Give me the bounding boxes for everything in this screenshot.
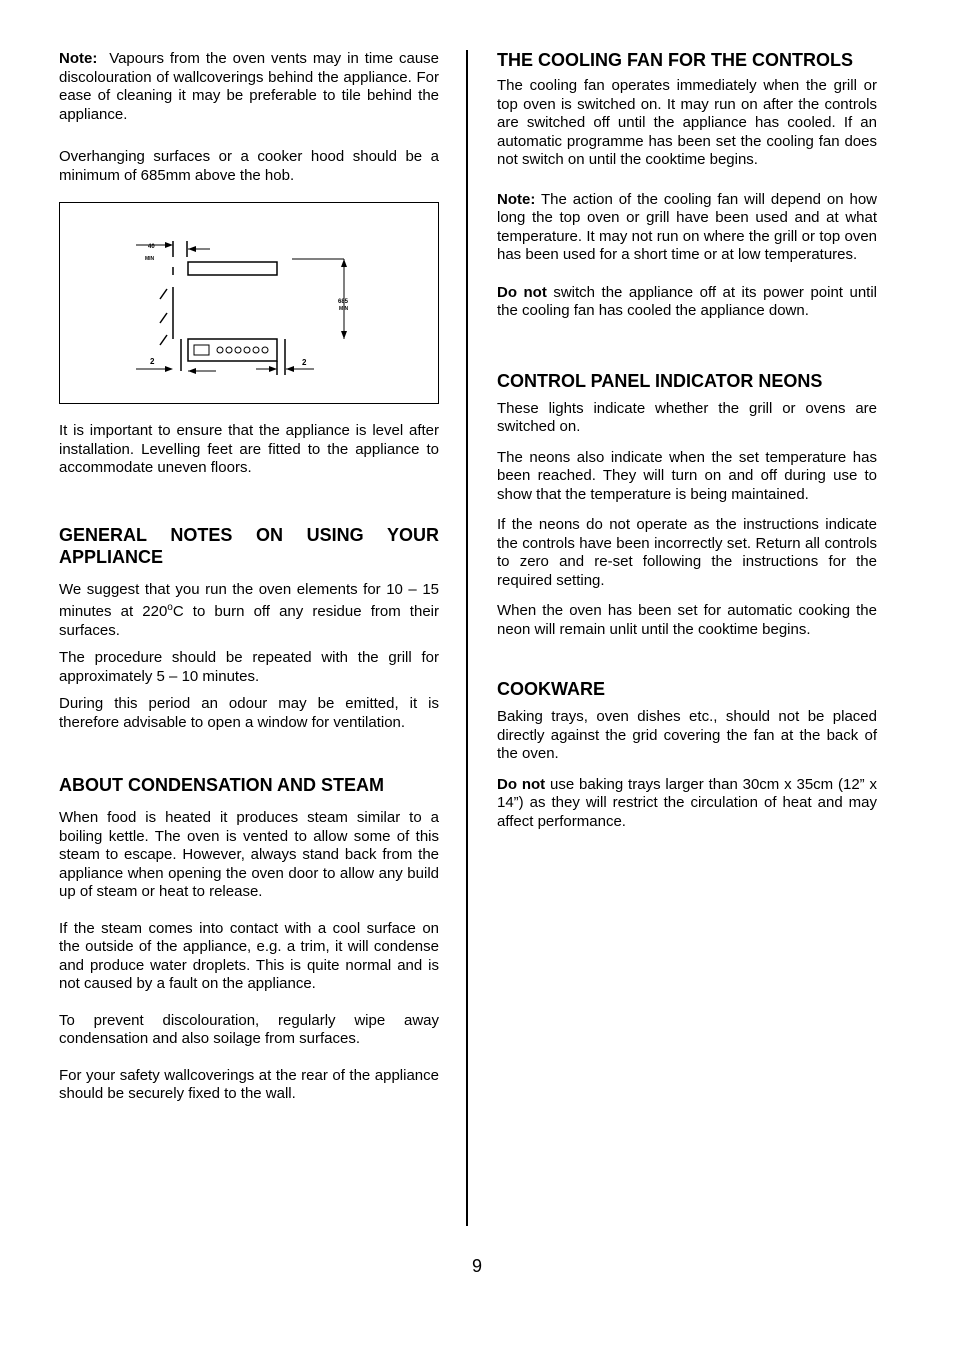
control-knob-3	[235, 347, 241, 353]
control-knob-1	[217, 347, 223, 353]
cookware-donot-label: Do not	[497, 775, 546, 793]
top-dim-value: 40	[148, 244, 155, 250]
bottom-right-dim-arrow	[269, 366, 277, 372]
control-knob-2	[226, 347, 232, 353]
general-p1-after: C to burn off any residue from their surfaces.	[59, 603, 439, 639]
general-notes-p3: During this period an odour may be emitted, it is therefore advisable to open a window for ventilation.	[59, 695, 439, 731]
general-notes-p1	[59, 581, 439, 641]
neons-p4: When the oven has been set for automatic cooking the neon will remain unlit until the cooktime begins.	[497, 602, 877, 638]
general-notes-p2: The procedure should be repeated with the grill for approximately 5 – 10 minutes.	[59, 649, 439, 685]
general-p1-before: We suggest that you run the oven elements for 10 – 15 minutes at 220	[59, 580, 439, 620]
left-column	[59, 48, 439, 1104]
cooling-fan-heading: THE COOLING FAN FOR THE CONTROLS	[497, 50, 853, 70]
cooling-fan-note	[497, 191, 877, 265]
display-window	[194, 345, 209, 355]
fan-note-label: Note:	[497, 190, 536, 208]
degree-sup: o	[167, 602, 173, 613]
cookware-p1: Baking trays, oven dishes etc., should not be placed directly against the grid covering the fan at the back of the oven.	[497, 708, 877, 762]
right-column	[497, 48, 877, 831]
vapours-note	[59, 50, 439, 124]
cookware-donot-text: use baking trays larger than 30cm x 35cm (12” x 14”) as they will restrict the circulation of heat and may affect performance.	[497, 775, 877, 830]
condensation-p1: When food is heated it produces steam similar to a boiling kettle. The oven is vented to allow some of this steam to escape. However, always stand back from the appliance when opening the oven door to allow any build up of steam or heat to release.	[59, 809, 439, 900]
condensation-p2: If the steam comes into contact with a cool surface on the outside of the appliance, e.g. a trim, it will condense and produce water droplets. This is quite normal and is not caused by a fault on the appliance.	[59, 919, 439, 992]
wall-hatch-1	[160, 289, 167, 299]
neons-p2: The neons also indicate when the set temperature has been reached. They will turn on and off during use to show that the temperature is being maintained.	[497, 448, 877, 503]
wall-hatch-2	[160, 313, 167, 323]
top-dim-arrow-right	[188, 246, 196, 252]
note-text: Vapours from the oven vents may in time cause discolouration of wallcoverings behind the appliance. For ease of cleaning it may be preferable to tile behind the appliance.	[59, 50, 440, 123]
neons-p3: If the neons do not operate as the instructions indicate the controls have been incorrectly set. Return all controls to zero and re-set following the instructions for the required setting.	[497, 516, 877, 589]
bottom-right-gap-value: 2	[302, 358, 307, 367]
cooker-hood-outline	[188, 262, 277, 275]
general-notes-heading: GENERAL NOTES ON USING YOUR APPLIANCE	[59, 524, 439, 567]
neons-heading: CONTROL PANEL INDICATOR NEONS	[497, 370, 823, 391]
column-divider	[466, 50, 468, 1226]
right-dim-min: MIN	[339, 306, 349, 312]
bottom-left-dim-arrow-2	[188, 368, 196, 374]
cooling-fan-p1: The cooling fan operates immediately when the grill or top oven is switched on. It may run on after the controls are switched off until the appliance has cooled. If an automatic programme has been set the cooling fan does not switch on until the cooktime begins.	[497, 77, 877, 168]
top-dim-min: MIN	[145, 256, 155, 262]
cookware-donot	[497, 776, 877, 832]
top-dim-arrow-left	[165, 242, 173, 248]
wall-hatch-3	[160, 335, 167, 345]
right-dim-value: 685	[338, 299, 349, 305]
control-knob-6	[262, 347, 268, 353]
level-text: It is important to ensure that the appliance is level after installation. Levelling feet are fitted to the appliance to accommodate uneven floors.	[59, 422, 439, 476]
page-number: 9	[471, 1256, 482, 1276]
cookware-heading: COOKWARE	[497, 679, 605, 699]
clearance-diagram	[59, 202, 439, 404]
fan-donot-label: Do not	[497, 283, 547, 301]
overhang-text: Overhanging surfaces or a cooker hood should be a minimum of 685mm above the hob.	[59, 148, 439, 184]
condensation-heading: ABOUT CONDENSATION AND STEAM	[59, 775, 384, 795]
right-dim-arrow-top	[341, 259, 347, 267]
control-knob-5	[253, 347, 259, 353]
condensation-p4: For your safety wallcoverings at the rear of the appliance should be securely fixed to the wall.	[59, 1066, 439, 1102]
fan-donot-text: switch the appliance off at its power point until the cooling fan has cooled the appliance down.	[497, 283, 877, 319]
right-dim-arrow-bottom	[341, 331, 347, 339]
bottom-right-dim-arrow-2	[286, 366, 294, 372]
fan-note-text: The action of the cooling fan will depend on how long the top oven or grill have been used and at what temperature. It may not run on where the grill or top oven has been used for a short time or at low temperatures.	[497, 190, 877, 263]
bottom-left-dim-arrow	[165, 366, 173, 372]
note-label: Note:	[59, 50, 98, 67]
neons-p1: These lights indicate whether the grill or ovens are switched on.	[497, 399, 877, 435]
cooling-fan-donot	[497, 284, 877, 321]
bottom-left-gap-value: 2	[150, 357, 155, 366]
condensation-p3: To prevent discolouration, regularly wipe away condensation and also soilage from surfaces.	[59, 1011, 439, 1047]
control-knob-4	[244, 347, 250, 353]
clearance-diagram-svg	[60, 203, 438, 403]
